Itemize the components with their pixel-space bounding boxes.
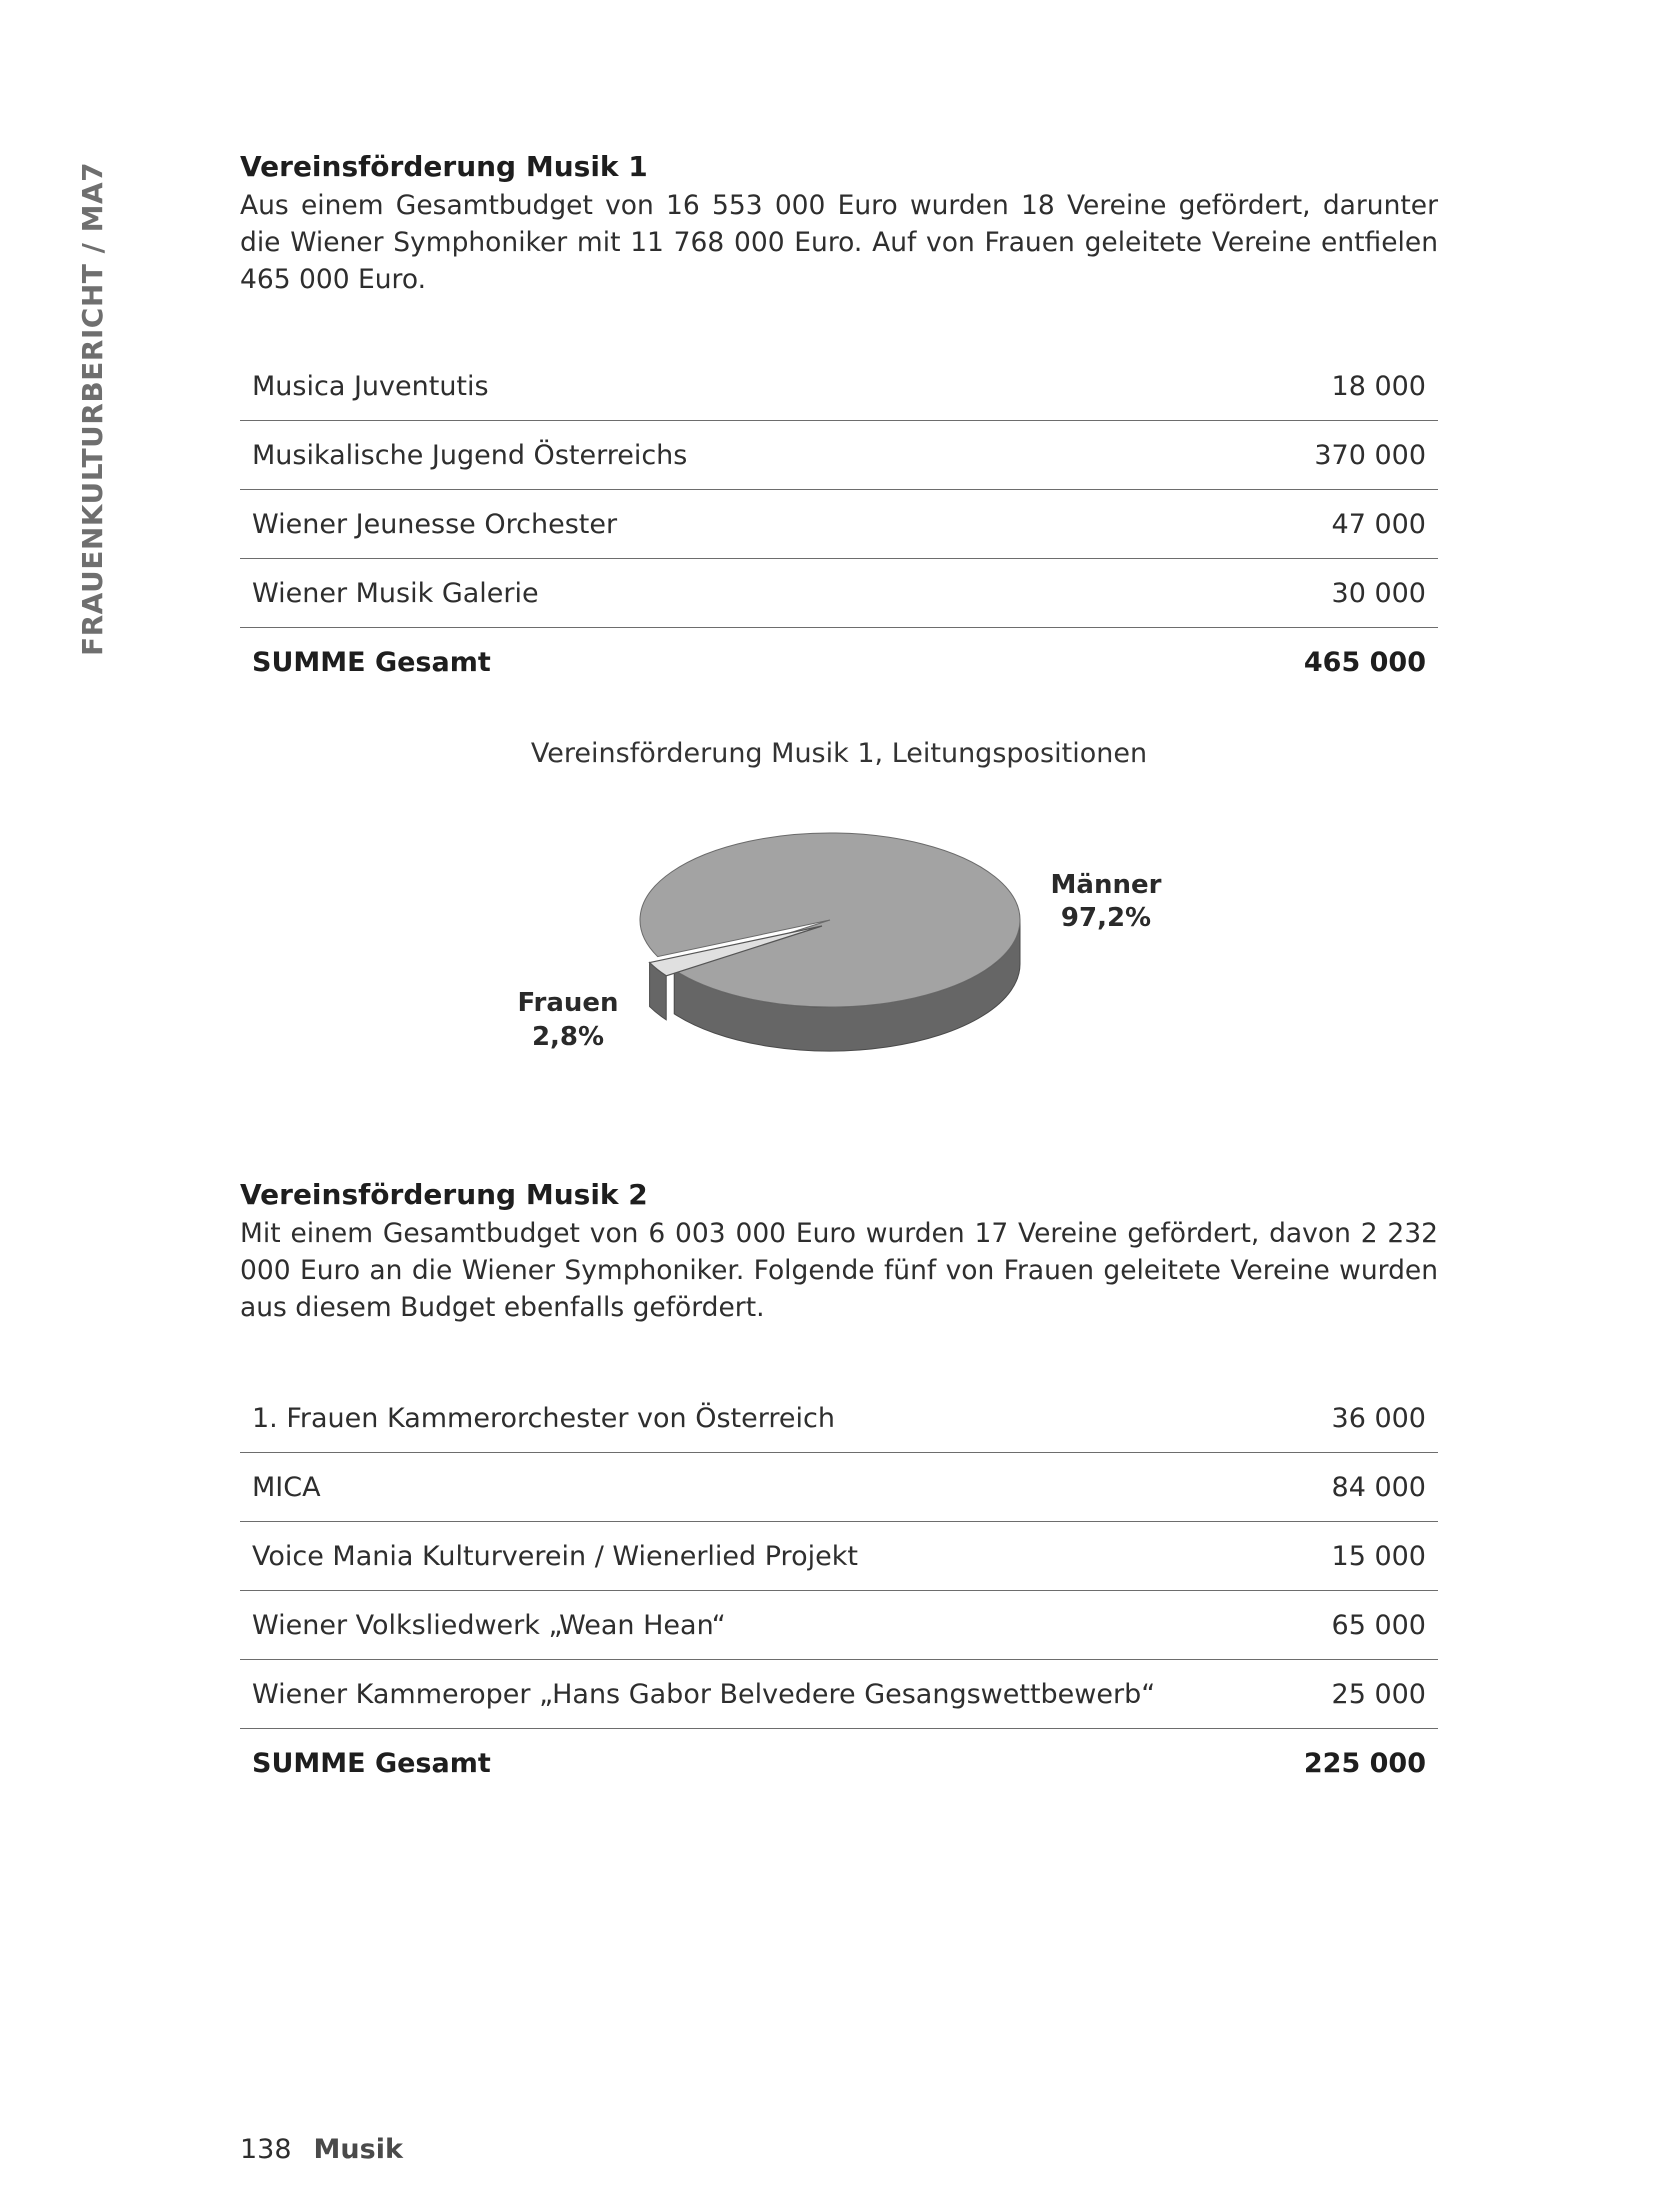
table-row <box>240 1660 1438 1729</box>
row-name: Wiener Volksliedwerk „Wean Hean“ <box>240 1591 1275 1660</box>
section-2-title: Vereinsförderung Musik 2 <box>240 1178 648 1211</box>
label-maenner-name: Männer <box>1050 870 1162 900</box>
row-value: 47 000 <box>1149 490 1438 559</box>
row-value: 25 000 <box>1275 1660 1438 1729</box>
row-name: Musikalische Jugend Österreichs <box>240 421 1149 490</box>
row-name: Wiener Jeunesse Orchester <box>240 490 1149 559</box>
total-value: 225 000 <box>1303 1747 1426 1779</box>
row-value: 18 000 <box>1149 352 1438 421</box>
total-value: 465 000 <box>1303 646 1426 678</box>
table-row <box>240 1591 1438 1660</box>
section-1 <box>240 150 1438 298</box>
page-number: 138 <box>240 2134 292 2165</box>
table-row <box>240 421 1438 490</box>
row-value: 84 000 <box>1275 1453 1438 1522</box>
row-name: 1. Frauen Kammerorchester von Österreich <box>240 1384 1275 1453</box>
pie-chart <box>500 800 1220 1130</box>
table-1 <box>240 352 1438 696</box>
label-maenner-value: 97,2% <box>1060 903 1152 933</box>
section-1-title: Vereinsförderung Musik 1 <box>240 150 648 183</box>
row-name: Wiener Kammeroper „Hans Gabor Belvedere Gesangswettbewerb“ <box>240 1660 1275 1729</box>
table-row <box>240 1453 1438 1522</box>
row-name: Voice Mania Kulturverein / Wienerlied Projekt <box>240 1522 1275 1591</box>
row-value: 65 000 <box>1275 1591 1438 1660</box>
table-row <box>240 490 1438 559</box>
section-1-text: Aus einem Gesamtbudget von 16 553 000 Euro wurden 18 Vereine gefördert, darunter die Wiener Symphoniker mit 11 768 000 Euro. Auf von Frauen geleitete Vereine entfielen 465 000 Euro. <box>240 190 1438 295</box>
row-name: Musica Juventutis <box>240 352 1149 421</box>
section-2 <box>240 1178 1438 1326</box>
total-row <box>240 628 1438 697</box>
row-value: 370 000 <box>1149 421 1438 490</box>
table-2 <box>240 1384 1438 1797</box>
table-row <box>240 1522 1438 1591</box>
total-label: SUMME Gesamt <box>252 646 491 678</box>
table-row <box>240 559 1438 628</box>
row-value: 36 000 <box>1275 1384 1438 1453</box>
section-2-text: Mit einem Gesamtbudget von 6 003 000 Euro wurden 17 Vereine gefördert, davon 2 232 000 Euro an die Wiener Symphoniker. Folgende fünf von Frauen geleitete Vereine wurden aus diesem Budget ebenfalls gefördert. <box>240 1218 1438 1323</box>
total-label: SUMME Gesamt <box>252 1747 491 1779</box>
row-name: Wiener Musik Galerie <box>240 559 1149 628</box>
label-frauen-name: Frauen <box>517 988 619 1018</box>
pie-slice-maenner <box>640 833 1020 1007</box>
table-2-wrapper <box>240 1384 1438 1797</box>
chart-title: Vereinsförderung Musik 1, Leitungspositionen <box>530 738 1148 769</box>
page-footer <box>240 2134 403 2165</box>
table-row <box>240 1384 1438 1453</box>
side-running-title: FRAUENKULTURBERICHT / MA7 <box>76 161 109 656</box>
table-row <box>240 352 1438 421</box>
footer-section: Musik <box>313 2134 403 2165</box>
total-row <box>240 1729 1438 1798</box>
row-value: 15 000 <box>1275 1522 1438 1591</box>
row-name: MICA <box>240 1453 1275 1522</box>
table-1-wrapper <box>240 352 1438 696</box>
row-value: 30 000 <box>1149 559 1438 628</box>
label-frauen-value: 2,8% <box>531 1022 605 1052</box>
